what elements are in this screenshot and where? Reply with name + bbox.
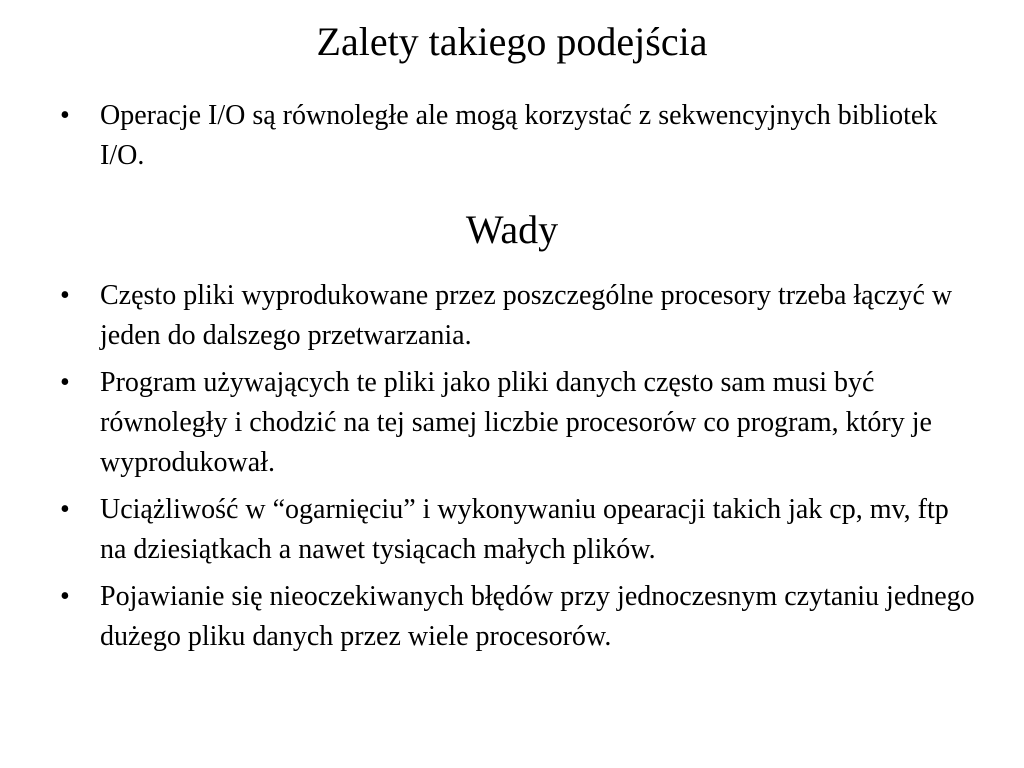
list-item — [60, 276, 980, 356]
list-item-text: Pojawianie się nieoczekiwanych błędów przy jednoczesnym czytaniu jednego dużego pliku danych przez wiele procesorów. — [100, 581, 975, 652]
bullet-icon: • — [60, 280, 70, 311]
disadvantages-heading: Wady — [465, 207, 559, 252]
bullet-icon: • — [60, 581, 70, 612]
list-item-text: Często pliki wyprodukowane przez poszczególne procesory trzeba łączyć w jeden do dalszego przetwarzania. — [100, 280, 953, 351]
list-item — [60, 363, 980, 483]
advantages-heading: Zalety takiego podejścia — [316, 19, 708, 64]
list-item-text: Operacje I/O są równoległe ale mogą korzystać z sekwencyjnych bibliotek I/O. — [100, 100, 938, 171]
bullet-icon: • — [60, 367, 70, 398]
list-item — [60, 490, 980, 570]
list-item — [60, 96, 980, 176]
disadvantages-list — [60, 276, 980, 664]
list-item-text: Program używających te pliki jako pliki danych często sam musi być równoległy i chodzić na tej samej liczbie procesorów co program, który je wyprodukował. — [100, 367, 932, 478]
bullet-icon: • — [60, 100, 70, 131]
bullet-icon: • — [60, 494, 70, 525]
advantages-list — [60, 96, 980, 183]
list-item-text: Uciążliwość w “ogarnięciu” i wykonywaniu opearacji takich jak cp, mv, ftp na dziesiątkach a nawet tysiącach małych plików. — [100, 494, 949, 565]
list-item — [60, 577, 980, 657]
